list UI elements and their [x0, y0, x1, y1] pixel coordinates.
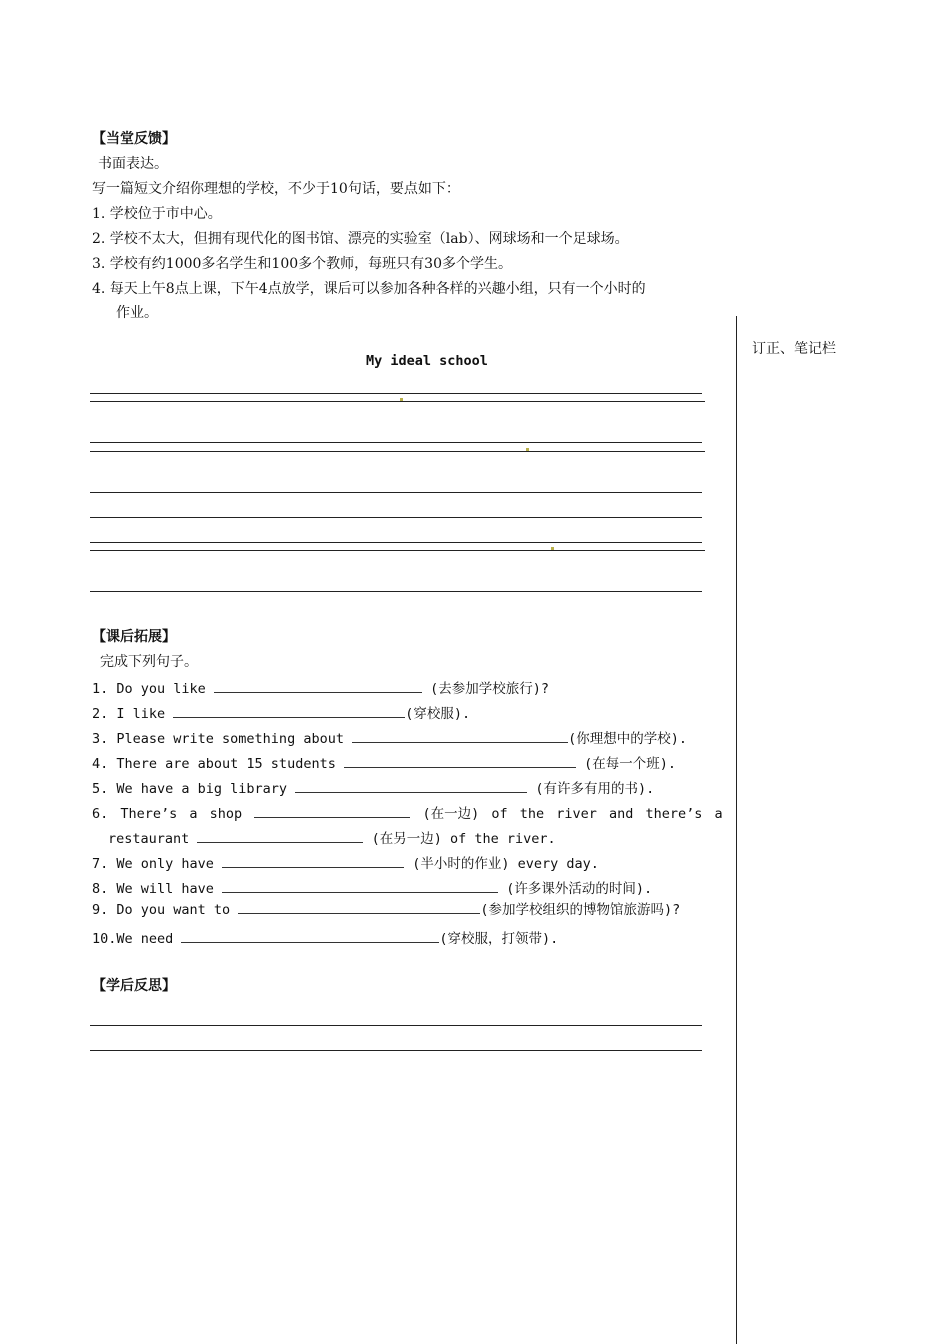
extension-subtitle: 完成下列句子。: [100, 654, 198, 670]
exercise-prompt: 6. There’s a shop: [92, 806, 243, 822]
scan-speck: [551, 547, 554, 550]
feedback-point-4: 4. 每天上午8点上课，下午4点放学，课后可以参加各种各样的兴趣小组，只有一个小时的: [92, 281, 646, 297]
exercise-prompt: restaurant: [108, 831, 190, 847]
exercise-item-2: [92, 702, 470, 722]
exercise-prompt: 9. Do you want to: [92, 902, 231, 918]
essay-line: [90, 517, 702, 518]
feedback-point-1: 1. 学校位于市中心。: [92, 206, 222, 222]
exercise-hint: (许多课外活动的时间).: [506, 881, 653, 897]
reflection-heading: 【学后反思】: [92, 978, 176, 994]
extension-heading: 【课后拓展】: [92, 629, 176, 645]
exercise-prompt: 7. We only have: [92, 856, 214, 872]
feedback-subtitle: 书面表达。: [98, 156, 168, 172]
essay-line: [90, 591, 702, 592]
exercise-hint: (去参加学校旅行)?: [430, 681, 549, 697]
exercise-hint: (有许多有用的书).: [535, 781, 655, 797]
exercise-item-7: [92, 852, 599, 872]
answer-blank-10[interactable]: [238, 901, 480, 914]
exercise-prompt: 4. There are about 15 students: [92, 756, 336, 772]
answer-blank-1[interactable]: [214, 680, 422, 693]
essay-line: [90, 492, 702, 493]
feedback-point-4-cont: 作业。: [116, 305, 158, 321]
exercise-prompt: 10.We need: [92, 931, 174, 947]
exercise-hint: (半小时的作业) every day.: [412, 856, 599, 872]
answer-blank-2[interactable]: [173, 705, 405, 718]
essay-line: [90, 550, 705, 551]
exercise-item-5: [92, 777, 654, 797]
exercise-item-1: [92, 677, 549, 697]
exercise-item-8: [92, 877, 652, 897]
exercise-item-3: [92, 727, 687, 747]
feedback-heading: 【当堂反馈】: [92, 131, 176, 147]
notes-column-label: 订正、笔记栏: [752, 341, 836, 357]
exercise-prompt: 2. I like: [92, 706, 166, 722]
exercise-hint: (在一边) of the river and there’s a: [422, 806, 723, 822]
answer-blank-11[interactable]: [181, 930, 439, 943]
exercise-item-9: [92, 898, 680, 918]
essay-line: [90, 451, 705, 452]
exercise-prompt: 3. Please write something about: [92, 731, 344, 747]
exercise-item-6: [92, 802, 723, 822]
notes-column-divider: [736, 316, 737, 1344]
essay-line: [90, 542, 702, 543]
feedback-point-3: 3. 学校有约1000多名学生和100多个教师，每班只有30多个学生。: [92, 256, 512, 272]
feedback-instruction: 写一篇短文介绍你理想的学校，不少于10句话，要点如下：: [92, 181, 460, 197]
exercise-hint: (穿校服).: [405, 706, 471, 722]
answer-blank-9[interactable]: [222, 880, 498, 893]
exercise-hint: (你理想中的学校).: [568, 731, 687, 747]
answer-blank-7[interactable]: [197, 830, 363, 843]
answer-blank-5[interactable]: [295, 780, 527, 793]
exercise-prompt: 8. We will have: [92, 881, 214, 897]
reflection-line: [90, 1025, 702, 1026]
scan-speck: [400, 398, 403, 401]
exercise-item-6-cont: [108, 827, 556, 847]
exercise-item-10: [92, 927, 558, 947]
exercise-item-4: [92, 752, 676, 772]
feedback-point-2: 2. 学校不太大，但拥有现代化的图书馆、漂亮的实验室（lab）、网球场和一个足球场。: [92, 231, 629, 247]
essay-line: [90, 393, 702, 394]
exercise-prompt: 5. We have a big library: [92, 781, 288, 797]
exercise-prompt: 1. Do you like: [92, 681, 206, 697]
exercise-hint: (穿校服，打领带).: [439, 931, 559, 947]
essay-title: My ideal school: [366, 353, 488, 369]
answer-blank-4[interactable]: [344, 755, 576, 768]
exercise-hint: (参加学校组织的博物馆旅游吗)?: [480, 902, 681, 918]
answer-blank-6[interactable]: [254, 805, 410, 818]
essay-line: [90, 442, 702, 443]
reflection-line: [90, 1050, 702, 1051]
exercise-hint: (在每一个班).: [584, 756, 677, 772]
scan-speck: [526, 448, 529, 451]
answer-blank-8[interactable]: [222, 855, 404, 868]
answer-blank-3[interactable]: [352, 730, 568, 743]
essay-line: [90, 401, 705, 402]
exercise-hint: (在另一边) of the river.: [371, 831, 556, 847]
